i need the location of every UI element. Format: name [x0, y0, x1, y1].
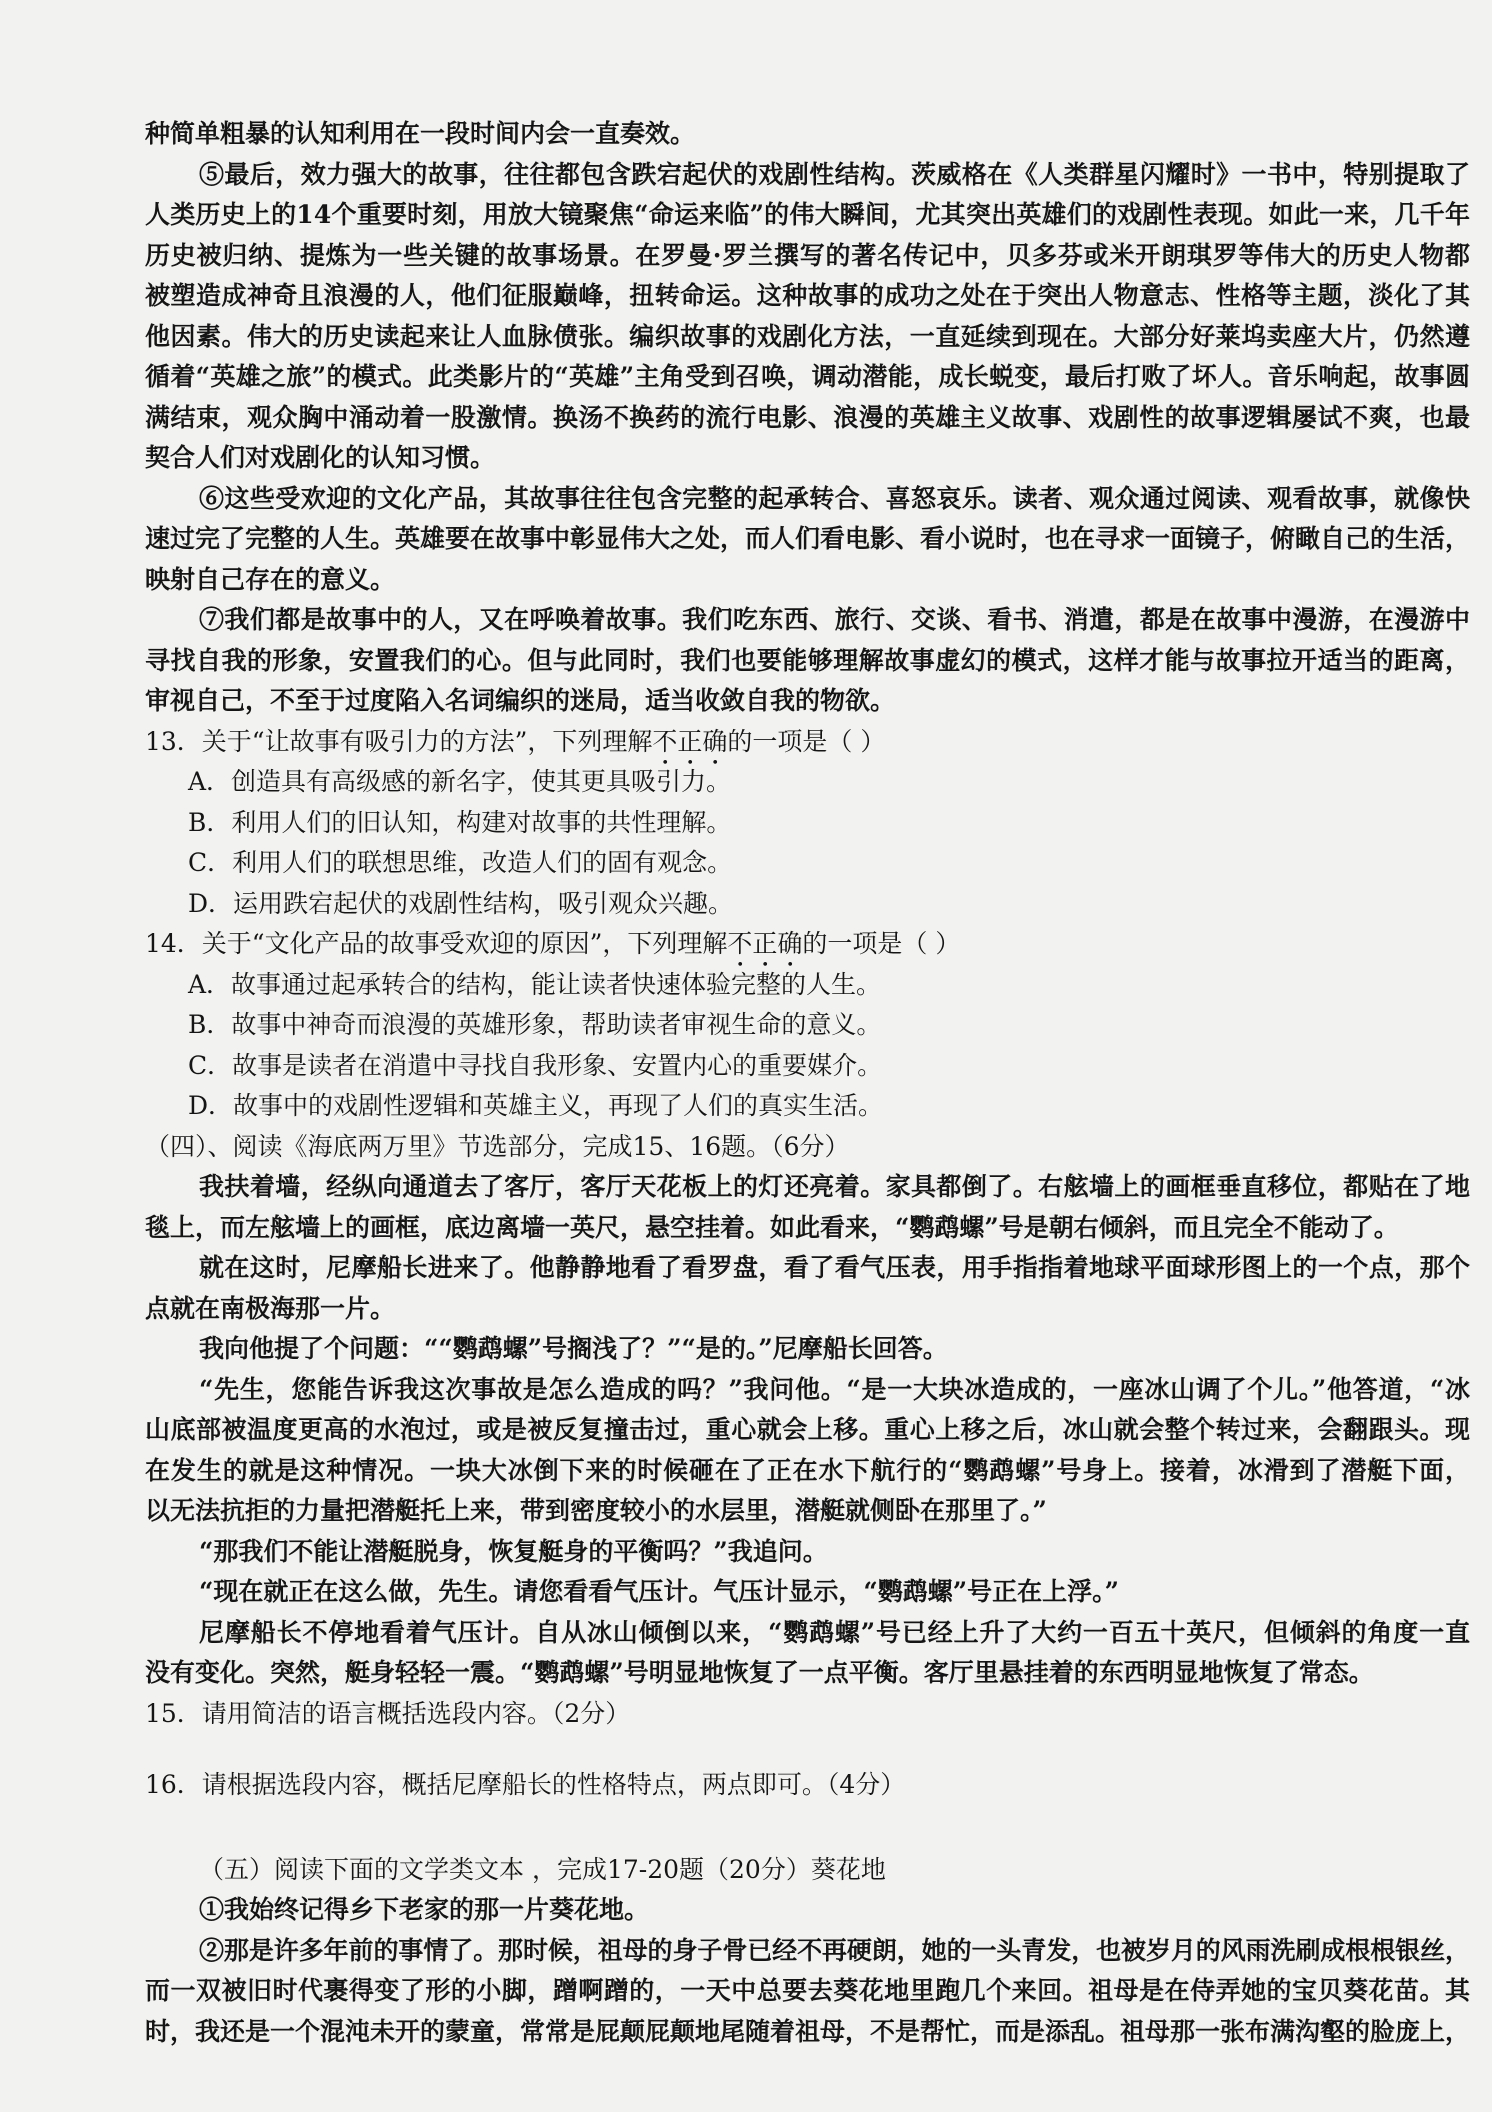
- story-line: ②那是许多年前的事情了。那时候，祖母的身子骨已经不再硬朗，她的一头青发，也被岁月的风雨洗刷成根根银丝，: [199, 1935, 1470, 1965]
- question-14: [145, 924, 1470, 1127]
- passage-line: 尼摩船长不停地看着气压计。自从冰山倾倒以来，“鹦鹉螺”号已经上升了大约一百五十英尺，但倾斜的角度一直: [199, 1617, 1471, 1647]
- passage-line: “现在就正在这么做，先生。请您看看气压计。气压计显示，“鹦鹉螺”号正在上浮。”: [199, 1577, 1120, 1606]
- option-b: B．故事中神奇而浪漫的英雄形象，帮助读者审视生命的意义。: [188, 1010, 882, 1039]
- section-heading-text: （五）阅读下面的文学类文本 ，完成17-20题（20分）: [199, 1854, 811, 1884]
- passage-line: “那我们不能让潜艇脱身，恢复艇身的平衡吗？”我追问。: [199, 1536, 828, 1566]
- section-5: [145, 1850, 1470, 2053]
- question-prompt-text: 14．关于“文化产品的故事受欢迎的原因”，下列理解: [145, 929, 728, 958]
- option-d: D．运用跌宕起伏的戏剧性结构，吸引观众兴趣。: [188, 888, 734, 918]
- essay-paragraph-5: [145, 155, 1470, 479]
- essay-line: 循着“英雄之旅”的模式。此类影片的“英雄”主角受到召唤，调动潜能，成长蜕变，最后打败了坏人。音乐响起，故事圆: [145, 362, 1471, 391]
- question-prompt-text: 的一项是（ ）: [802, 929, 961, 958]
- essay-line: 审视自己，不至于过度陷入名词编织的迷局，适当收敛自我的物欲。: [145, 686, 896, 715]
- question-prompt-text: 的一项是（ ）: [727, 726, 886, 756]
- question-13: [145, 722, 1470, 925]
- essay-line: 满结束，观众胸中涌动着一股激情。换汤不换药的流行电影、浪漫的英雄主义故事、戏剧性的故事逻辑屡试不爽，也最: [145, 402, 1471, 432]
- section-5-heading: [145, 1850, 1470, 1891]
- essay-line: 速过完了完整的人生。英雄要在故事中彰显伟大之处，而人们看电影、看小说时，也在寻求一面镜子，俯瞰自己的生活，: [145, 524, 1470, 553]
- option-c: C．利用人们的联想思维，改造人们的固有观念。: [188, 848, 733, 877]
- essay-paragraph-6: [145, 479, 1470, 601]
- essay-line: 寻找自我的形象，安置我们的心。但与此同时，我们也要能够理解故事虚幻的模式，这样才能与故事拉开适当的距离，: [145, 645, 1471, 675]
- passage-line: 以无法抗拒的力量把潜艇托上来，带到密度较小的水层里，潜艇就侧卧在那里了。”: [145, 1496, 1047, 1525]
- option-b: B．利用人们的旧认知，构建对故事的共性理解。: [188, 807, 732, 837]
- essay-paragraph-4-tail: 种简单粗暴的认知利用在一段时间内会一直奏效。: [145, 119, 696, 148]
- emphasized-text: 不正确: [727, 929, 803, 958]
- story-line: 时，我还是一个混沌未开的蒙童，常常是屁颠屁颠地尾随着祖母，不是帮忙，而是添乱。祖母那一张布满沟壑的脸庞上，: [145, 2016, 1470, 2046]
- passage-line: 毯上，而左舷墙上的画框，底边离墙一英尺，悬空挂着。如此看来，“鹦鹉螺”号是朝右倾斜，而且完全不能动了。: [145, 1212, 1399, 1242]
- essay-line: 契合人们对戏剧化的认知习惯。: [145, 443, 496, 472]
- option-a: A．故事通过起承转合的结构，能让读者快速体验完整的人生。: [188, 969, 882, 999]
- question-15: 15．请用简洁的语言概括选段内容。（2分）: [145, 1698, 631, 1728]
- question-16: 16．请根据选段内容，概括尼摩船长的性格特点，两点即可。（4分）: [145, 1770, 906, 1799]
- exam-page: [145, 114, 1470, 2052]
- story-line: 而一双被旧时代裹得变了形的小脚，蹭啊蹭的，一天中总要去葵花地里跑几个来回。祖母是在侍弄她的宝贝葵花苗。其: [145, 1976, 1471, 2005]
- essay-line: 映射自己存在的意义。: [145, 564, 396, 594]
- passage-line: “先生，您能告诉我这次事故是怎么造成的吗？”我问他。“是一大块冰造成的，一座冰山调了个儿。”他答道，“冰: [199, 1374, 1471, 1404]
- question-13-prompt: [145, 722, 1470, 763]
- option-d: D．故事中的戏剧性逻辑和英雄主义，再现了人们的真实生活。: [188, 1091, 884, 1120]
- passage-line: 我扶着墙，经纵向通道去了客厅，客厅天花板上的灯还亮着。家具都倒了。右舷墙上的画框垂直移位，都贴在了地: [199, 1172, 1471, 1201]
- essay-line: 人类历史上的14个重要时刻，用放大镜聚焦“命运来临”的伟大瞬间，尤其突出英雄们的戏剧性表现。如此一来，几千年: [145, 200, 1471, 229]
- emphasized-text: 不正确: [652, 726, 728, 756]
- passage-line: 点就在南极海那一片。: [145, 1293, 396, 1323]
- essay-line: ⑤最后，效力强大的故事，往往都包含跌宕起伏的戏剧性结构。茨威格在《人类群星闪耀时》一书中，特别提取了: [199, 159, 1471, 189]
- question-prompt-text: 13．关于“让故事有吸引力的方法”，下列理解: [145, 726, 653, 756]
- option-c: C．故事是读者在消遣中寻找自我形象、安置内心的重要媒介。: [188, 1050, 883, 1080]
- passage-line: 就在这时，尼摩船长进来了。他静静地看了看罗盘，看了看气压表，用手指指着地球平面球形图上的一个点，那个: [199, 1253, 1471, 1282]
- essay-line: 被塑造成神奇且浪漫的人，他们征服巅峰，扭转命运。这种故事的成功之处在于突出人物意志、性格等主题，淡化了其: [145, 281, 1471, 310]
- essay-paragraph-7: [145, 600, 1470, 722]
- story-line: ①我始终记得乡下老家的那一片葵花地。: [199, 1895, 650, 1924]
- essay-line: 历史被归纳、提炼为一些关键的故事场景。在罗曼·罗兰撰写的著名传记中，贝多芬或米开朗琪罗等伟大的历史人物都: [145, 240, 1471, 270]
- passage-line: 在发生的就是这种情况。一块大冰倒下来的时候砸在了正在水下航行的“鹦鹉螺”号身上。接着，冰滑到了潜艇下面，: [145, 1455, 1471, 1485]
- essay-line: 他因素。伟大的历史读起来让人血脉偾张。编织故事的戏剧化方法，一直延续到现在。大部分好莱坞卖座大片，仍然遵: [145, 321, 1471, 351]
- essay-line: ⑥这些受欢迎的文化产品，其故事往往包含完整的起承转合、喜怒哀乐。读者、观众通过阅读、观看故事，就像快: [199, 483, 1471, 513]
- passage-line: 我向他提了个问题：““鹦鹉螺”号搁浅了？”“是的。”尼摩船长回答。: [199, 1334, 948, 1363]
- section-4: [145, 1127, 1470, 1694]
- passage-line: 没有变化。突然，艇身轻轻一震。“鹦鹉螺”号明显地恢复了一点平衡。客厅里悬挂着的东西明显地恢复了常态。: [145, 1658, 1374, 1687]
- passage-line: 山底部被温度更高的水泡过，或是被反复撞击过，重心就会上移。重心上移之后，冰山就会整个转过来，会翻跟头。现: [145, 1415, 1471, 1444]
- option-a: A．创造具有高级感的新名字，使其更具吸引力。: [188, 767, 732, 796]
- essay-line: ⑦我们都是故事中的人，又在呼唤着故事。我们吃东西、旅行、交谈、看书、消遣，都是在故事中漫游，在漫游中: [199, 605, 1471, 634]
- section-4-heading: （四）、阅读《海底两万里》节选部分，完成15、16题。（6分）: [145, 1131, 850, 1161]
- passage-title: 葵花地: [810, 1854, 886, 1884]
- question-14-prompt: [145, 924, 1470, 965]
